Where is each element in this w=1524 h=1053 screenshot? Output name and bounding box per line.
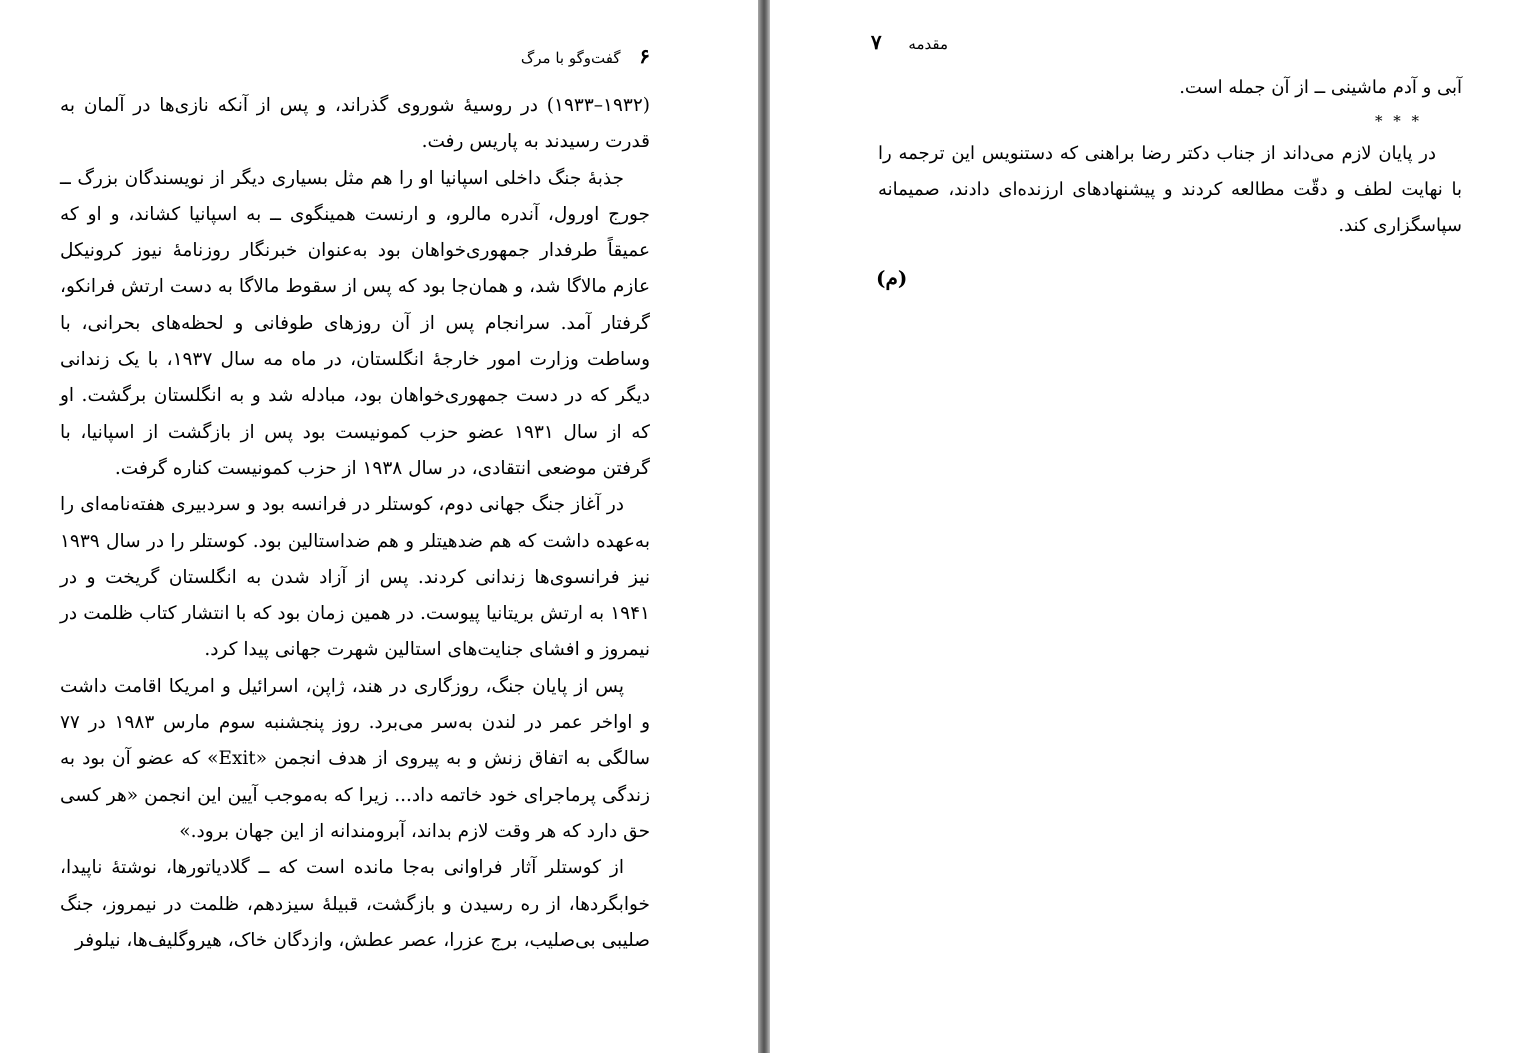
section-ornament: * * * [1374,112,1422,130]
left-paragraph-2: جذبهٔ جنگ داخلی اسپانیا او را هم مثل بسیاری دیگر از نویسندگان بزرگ ــ جورج اورول، آندره مالرو، و ارنست همینگوی ــ به اسپانیا کشاند، و او که عمیقاً طرفدار جمهوری‌خواهان بود به‌عنوان خبرنگار روزنامهٔ نیوز کرونیکل عازم مالاگا شد، و همان‌جا بود که پس از سقوط مالاگا به دست ارتش فرانکو، گرفتار آمد. سرانجام پس از آن روزهای طوفانی و لحظه‌های بحرانی، با وساطت وزارت امور خارجهٔ انگلستان، در ماه مه سال ۱۹۳۷، با یک زندانی دیگر که در دست جمهوری‌خواهان بود، مبادله شد و به انگلستان برگشت. او که از سال ۱۹۳۱ عضو حزب کمونیست بود پس از بازگشت از اسپانیا، با گرفتن موضعی انتقادی، در سال ۱۹۳۸ از حزب کمونیست کناره گرفت. [60,167,651,479]
left-paragraph-5: از کوستلر آثار فراوانی به‌جا مانده است که ــ گلادیاتورها، نوشتهٔ ناپیدا، خوابگردها، از ره رسیدن و بازگشت، قبیلهٔ سیزدهم، ظلمت در نیمروز، جنگ صلیبی بی‌صلیب، برج عزرا، عصر عطش، وازدگان خاک، هیروگلیف‌ها، نیلوفر [60,857,650,951]
left-running-head [521,44,650,68]
right-running-title: مقدمه [908,35,948,53]
translator-signature: (م) [876,266,908,290]
left-page [0,0,758,1053]
left-page-body [60,88,650,959]
right-paragraph: در پایان لازم می‌داند از جناب دکتر رضا براهنی که دستنویس این ترجمه را با نهایت لطف و دقّت مطالعه کردند و پیشنهادهای ارزنده‌ای دادند، صمیمانه سپاسگزاری کند. [878,143,1462,236]
right-opening-line: آبی و آدم ماشینی ــ از آن جمله است. [1179,77,1462,98]
left-running-title: گفت‌وگو با مرگ [520,49,621,67]
right-page-number: ۷ [870,30,882,54]
left-page-number: ۶ [639,44,650,68]
left-paragraph-4: پس از پایان جنگ، روزگاری در هند، ژاپن، اسرائیل و امریکا اقامت داشت و اواخر عمر در لندن به‌سر می‌برد. روز پنجشنبه سوم مارس ۱۹۸۳ در ۷۷ سالگی به اتفاق زنش و به پیروی از هدف انجمن «Exit» که عضو آن بود به زندگی پرماجرای خود خاتمه داد... زیرا که به‌موجب آیین این انجمن «هر کسی حق دارد که هر وقت لازم بداند، آبرومندانه از این جهان برود.» [60,675,651,842]
left-paragraph-1: (۱۹۳۲–۱۹۳۳) در روسیهٔ شوروی گذراند، و پس از آنکه نازی‌ها در آلمان به قدرت رسیدند به پاریس رفت. [60,95,650,153]
book-gutter [758,0,770,1053]
right-page-body [878,70,1462,244]
right-running-head [871,30,948,54]
left-paragraph-3: در آغاز جنگ جهانی دوم، کوستلر در فرانسه بود و سردبیری هفته‌نامه‌ای را به‌عهده داشت که هم ضدهیتلر و هم ضداستالین بود. کوستلر را در سال ۱۹۳۹ نیز فرانسوی‌ها زندانی کردند. پس از آزاد شدن به انگلستان گریخت و در ۱۹۴۱ به ارتش بریتانیا پیوست. در همین زمان بود که با انتشار کتاب ظلمت در نیمروز و افشای جنایت‌های استالین شهرت جهانی پیدا کرد. [60,494,650,661]
